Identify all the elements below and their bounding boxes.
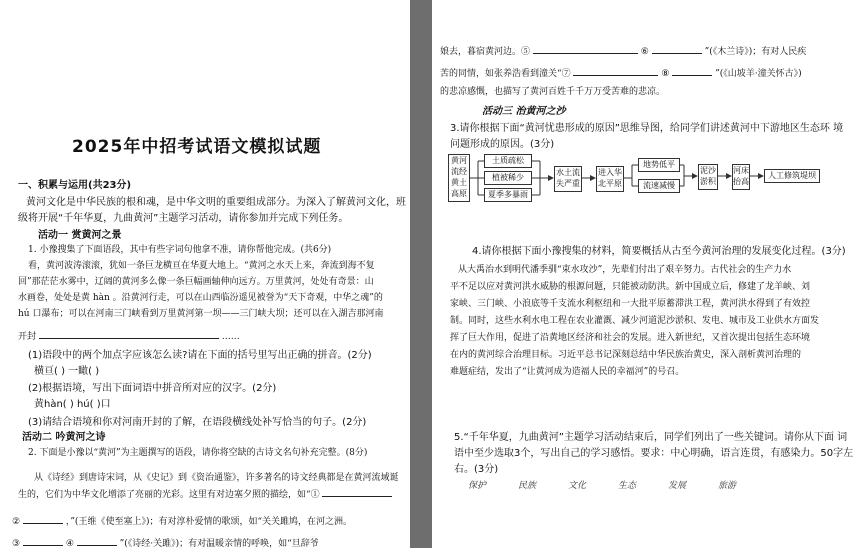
blank-marker: ④ <box>65 539 74 548</box>
question-5: 语中至少选取3个，写出自己的学习感悟。要求：中心明确，语言连贯，有感染力。50字左 <box>454 448 854 459</box>
keyword: 发展 <box>668 481 687 491</box>
blank-marker: ② <box>12 517 21 527</box>
question-3: 问题形成的原因。(3分) <box>450 139 555 150</box>
passage-line <box>18 329 240 342</box>
question-2: 2. 下面是小豫以“黄河”为主题撰写的语段，请你将空缺的古诗文名句补充完整。(8分) <box>28 448 368 458</box>
diagram-node: 植被稀少 <box>484 171 532 185</box>
answer-blank[interactable] <box>39 329 219 339</box>
sub-answer[interactable]: 黄hàn( ) hú( )口 <box>34 399 111 410</box>
material-line: 制。同时，这些水利水电工程在农业灌溉、减少河道泥沙淤积、发电、城市及工业供水方面发 <box>450 316 820 326</box>
activity-heading: 活动三 治黄河之沙 <box>482 106 566 117</box>
answer-blank[interactable] <box>672 66 712 76</box>
answer-blank[interactable] <box>23 514 63 524</box>
question-5: 5.“千年华夏，九曲黄河”主题学习活动结束后，同学们列出了一些关键词。请你从下面 词 <box>454 432 848 443</box>
sub-question: (1)语段中的两个加点字应该怎么读?请在下面的括号里写出正确的拼音。(2分) <box>28 350 372 361</box>
question-4: 4.请你根据下面小豫搜集的材料，简要概括从古至今黄河治理的发展变化过程。(3分) <box>472 246 846 257</box>
right-page <box>432 0 860 548</box>
sub-answer[interactable]: 横亘( ) 一瞰( ) <box>34 366 100 377</box>
activity-heading: 活动二 吟黄河之诗 <box>22 432 106 443</box>
q2-line-text: 娘去，暮宿黄河边。⑤ <box>440 47 531 57</box>
q2-line-text: ”(《山坡羊·潼关怀古》) <box>715 69 802 79</box>
answer-blank[interactable] <box>533 44 638 54</box>
intro-line: 黄河文化是中华民族的根和魂，是中华文明的重要组成部分。为深入了解黄河文化，班 <box>26 197 406 208</box>
sub-question: (3)请结合语境和你对河南开封的了解，在语段横线处补写恰当的句子。(2分) <box>28 417 367 428</box>
answer-blank[interactable] <box>23 536 63 546</box>
q2-line-text: ”(《诗经·关雎》)；有对温暖亲情的呼唤，如“旦辞爷 <box>119 539 319 548</box>
diagram-node: 流速减慢 <box>638 179 680 193</box>
q2-line-text: ，”(王维《使至塞上》)；有对淳朴爱情的歌颂，如“关关雎鸠，在河之洲。 <box>65 517 353 527</box>
page-title: 2025年中招考试语文模拟试题 <box>72 137 322 157</box>
keyword: 保护 <box>468 481 487 491</box>
material-line: 家峡、三门峡、小浪底等千支流水利枢纽和一大批平原蓄滞洪工程，黄河洪水得到了有效控 <box>450 299 811 309</box>
passage-line: 水画卷，处处是黄 hàn 。沿黄河行走，可以在山西临汾遥见被誉为“天下奇观，中华之魂”的 <box>18 293 383 303</box>
material-line: 难题症结，发出了“让黄河成为造福人民的幸福河”的号召。 <box>450 367 685 377</box>
page-gutter <box>410 0 432 548</box>
question-2-line: 的悲凉感慨，也描写了黄河百姓千千万万受苦难的悲凉。 <box>440 87 666 97</box>
question-2-line <box>440 44 806 57</box>
diagram-node: 土质疏松 <box>484 154 532 168</box>
keyword: 文化 <box>568 481 587 491</box>
intro-line: 级将开展“千年华夏，九曲黄河”主题学习活动，请你参加并完成下列任务。 <box>18 213 349 224</box>
question-2-line: 从《诗经》到唐诗宋词，从《史记》到《资治通鉴》，许多著名的诗文经典都是在黄河流域诞 <box>34 473 399 483</box>
left-page <box>0 0 410 548</box>
question-2-line <box>18 487 392 500</box>
diagram-node: 地势低平 <box>638 158 680 172</box>
diagram-node: 进入华北平原 <box>596 166 624 192</box>
diagram-node: 河床抬高 <box>732 164 750 190</box>
diagram-node: 泥沙淤积 <box>698 164 718 190</box>
mind-map-diagram <box>442 152 852 204</box>
answer-blank[interactable] <box>322 487 392 497</box>
blank-marker: ⑥ <box>640 47 649 57</box>
passage-line: hú 口瀑布；可以在河南三门峡看到万里黄河第一坝——三门峡大坝；还可以在入湖吉那河南 <box>18 309 384 319</box>
material-line: 挥了巨大作用，促进了沿黄地区经济和社会的发展。进入新世纪，又首次提出包括生态环境 <box>450 333 811 343</box>
passage-line: 回”那茫茫水雾中，辽阔的黄河多么像一条巨幅画轴伸向远方。万里黄河，处处有奇景：山 <box>18 277 374 287</box>
keyword: 旅游 <box>718 481 737 491</box>
question-2-line <box>12 514 352 527</box>
keyword: 民族 <box>518 481 537 491</box>
diagram-node: 夏季多暴雨 <box>484 188 532 202</box>
diagram-node: 水土流失严重 <box>554 166 582 192</box>
question-2-line <box>12 536 319 548</box>
question-2-line <box>440 66 802 79</box>
q2-line-text: ”(《木兰诗》)；有对人民疾 <box>704 47 807 57</box>
blank-marker: ⑧ <box>661 69 670 79</box>
material-line: 在内的黄河综合治理目标。习近平总书记深刻总结中华民族治黄史，深入剖析黄河治理的 <box>450 350 802 360</box>
blank-marker: ③ <box>12 539 21 548</box>
answer-blank[interactable] <box>652 44 702 54</box>
section-heading: 一、积累与运用(共23分) <box>18 180 132 191</box>
question-1: 1. 小豫搜集了下面语段，其中有些字词句他拿不准，请你帮他完成。(共6分) <box>28 245 332 255</box>
answer-blank[interactable] <box>573 66 658 76</box>
q2-line-text: 生的，它们为中华文化增添了亮丽的光彩。这里有对边塞夕照的描绘，如“① <box>18 490 320 500</box>
question-3: 3.请你根据下面“黄河忧患形成的原因”思维导图，给同学们讲述黄河中下游地区生态环 境 <box>450 123 844 134</box>
diagram-node-source: 黄河流经黄土高原 <box>448 154 470 202</box>
sub-question: (2)根据语境，写出下面词语中拼音所对应的汉字。(2分) <box>28 383 277 394</box>
passage-end: 开封 <box>18 332 37 342</box>
diagram-node-result: 人工修筑堤坝 <box>764 169 820 183</box>
keyword: 生态 <box>618 481 637 491</box>
passage-line: 看，黄河波涛滚滚，犹如一条巨龙横亘在华夏大地上。“黄河之水天上来，奔流到海不复 <box>28 261 375 271</box>
ellipsis: …… <box>221 332 240 342</box>
activity-heading: 活动一 赏黄河之景 <box>38 230 122 241</box>
answer-blank[interactable] <box>77 536 117 546</box>
material-line: 平不足以应对黄河洪水威胁的根源问题，只能被动防洪。新中国成立后，修建了龙羊峡、刘 <box>450 282 811 292</box>
question-5: 右。(3分) <box>454 464 499 475</box>
material-line: 从大禹治水到明代潘季驯“束水攻沙”，先辈们付出了艰辛努力。古代社会的生产力水 <box>458 265 792 275</box>
q2-line-text: 苦的同情，如张养浩看到潼关“⑦ <box>440 69 571 79</box>
